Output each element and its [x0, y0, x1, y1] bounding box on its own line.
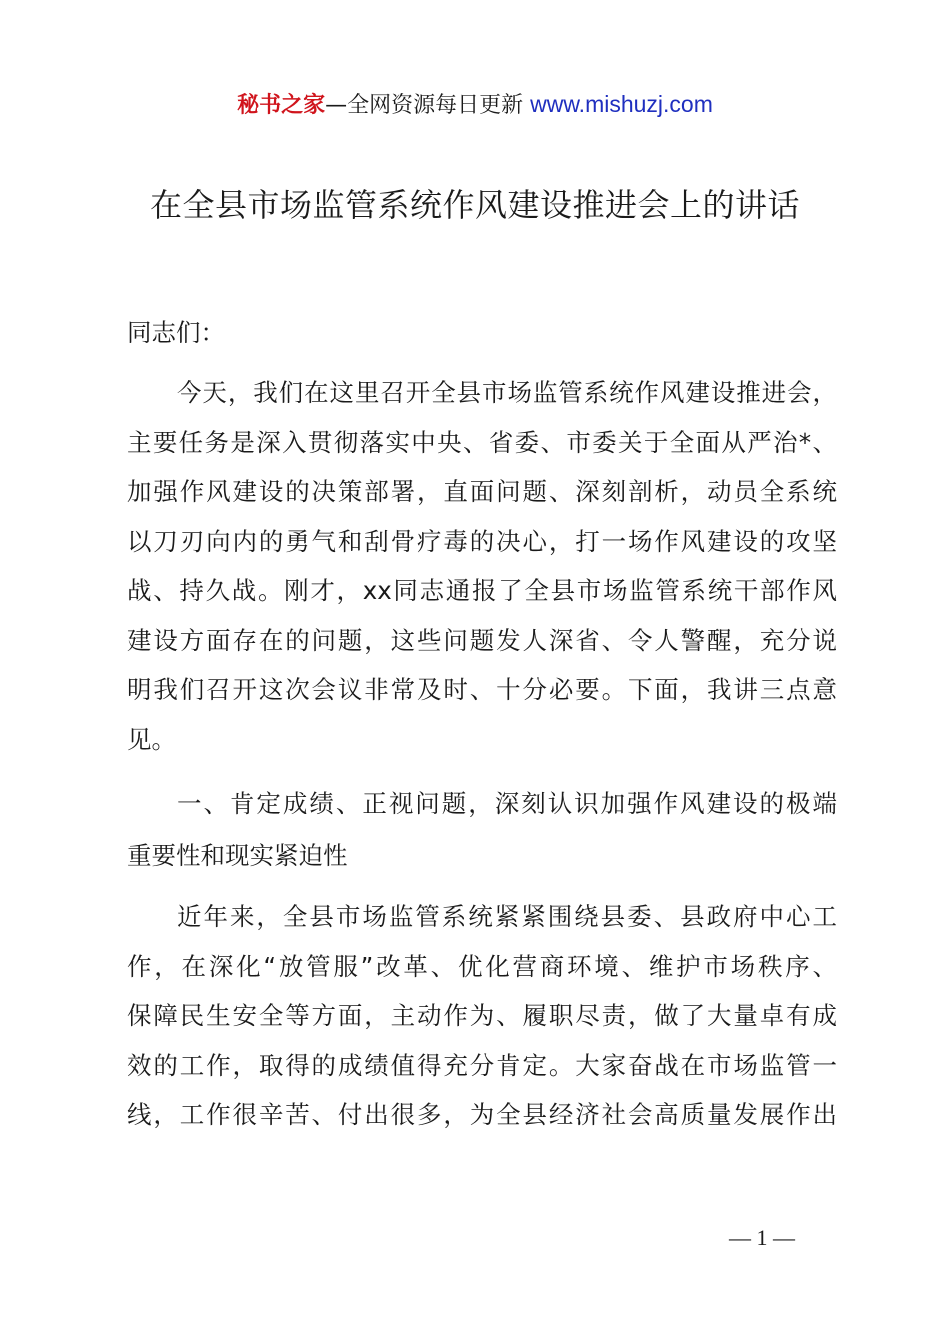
banner-slogan: —全网资源每日更新	[325, 93, 524, 118]
heading-line: 一、肯定成绩、正视问题，深刻认识加强作风建设的极端	[177, 789, 837, 818]
section-heading-1	[127, 778, 837, 882]
site-url-link[interactable]: www.mishuzj.com	[530, 91, 713, 117]
paragraph-line: 以刀刃向内的勇气和刮骨疗毒的决心，打一场作风建设的攻坚	[127, 526, 837, 556]
paragraph-line: 今天，我们在这里召开全县市场监管系统作风建设推进会，	[177, 378, 837, 407]
paragraph-2	[127, 892, 837, 1140]
paragraph-line: 明我们召开这次会议非常及时、十分必要。下面，我讲三点意	[127, 675, 837, 704]
paragraph-line: 建设方面存在的问题，这些问题发人深省、令人警醒，充分说	[127, 625, 837, 655]
paragraph-line: 主要任务是深入贯彻落实中央、省委、市委关于全面从严治*、	[127, 427, 837, 457]
paragraph-line: 战、持久战。刚才，xx同志通报了全县市场监管系统干部作风	[127, 576, 837, 605]
brand-name: 秘书之家	[237, 93, 326, 118]
page-number: — 1 —	[729, 1225, 795, 1250]
salutation-text: 同志们：	[127, 318, 225, 347]
paragraph-line: 近年来，全县市场监管系统紧紧围绕县委、县政府中心工	[177, 902, 837, 931]
paragraph-line: 加强作风建设的决策部署，直面问题、深刻剖析，动员全系统	[127, 477, 837, 506]
salutation	[127, 308, 837, 358]
paragraph-line: 保障民生安全等方面，主动作为、履职尽责，做了大量卓有成	[127, 1001, 837, 1030]
paragraph-line: 见。	[127, 724, 176, 754]
paragraph-line: 效的工作，取得的成绩值得充分肯定。大家奋战在市场监管一	[127, 1050, 837, 1080]
paragraph-1	[127, 368, 837, 764]
paragraph-line: 作，在深化“放管服”改革、优化营商环境、维护市场秩序、	[127, 951, 837, 981]
document-title: 在全县市场监管系统作风建设推进会上的讲话	[149, 186, 800, 224]
heading-line: 重要性和现实紧迫性	[127, 841, 348, 870]
site-banner	[0, 88, 950, 122]
paragraph-line: 线，工作很辛苦、付出很多，为全县经济社会高质量发展作出	[127, 1100, 837, 1129]
